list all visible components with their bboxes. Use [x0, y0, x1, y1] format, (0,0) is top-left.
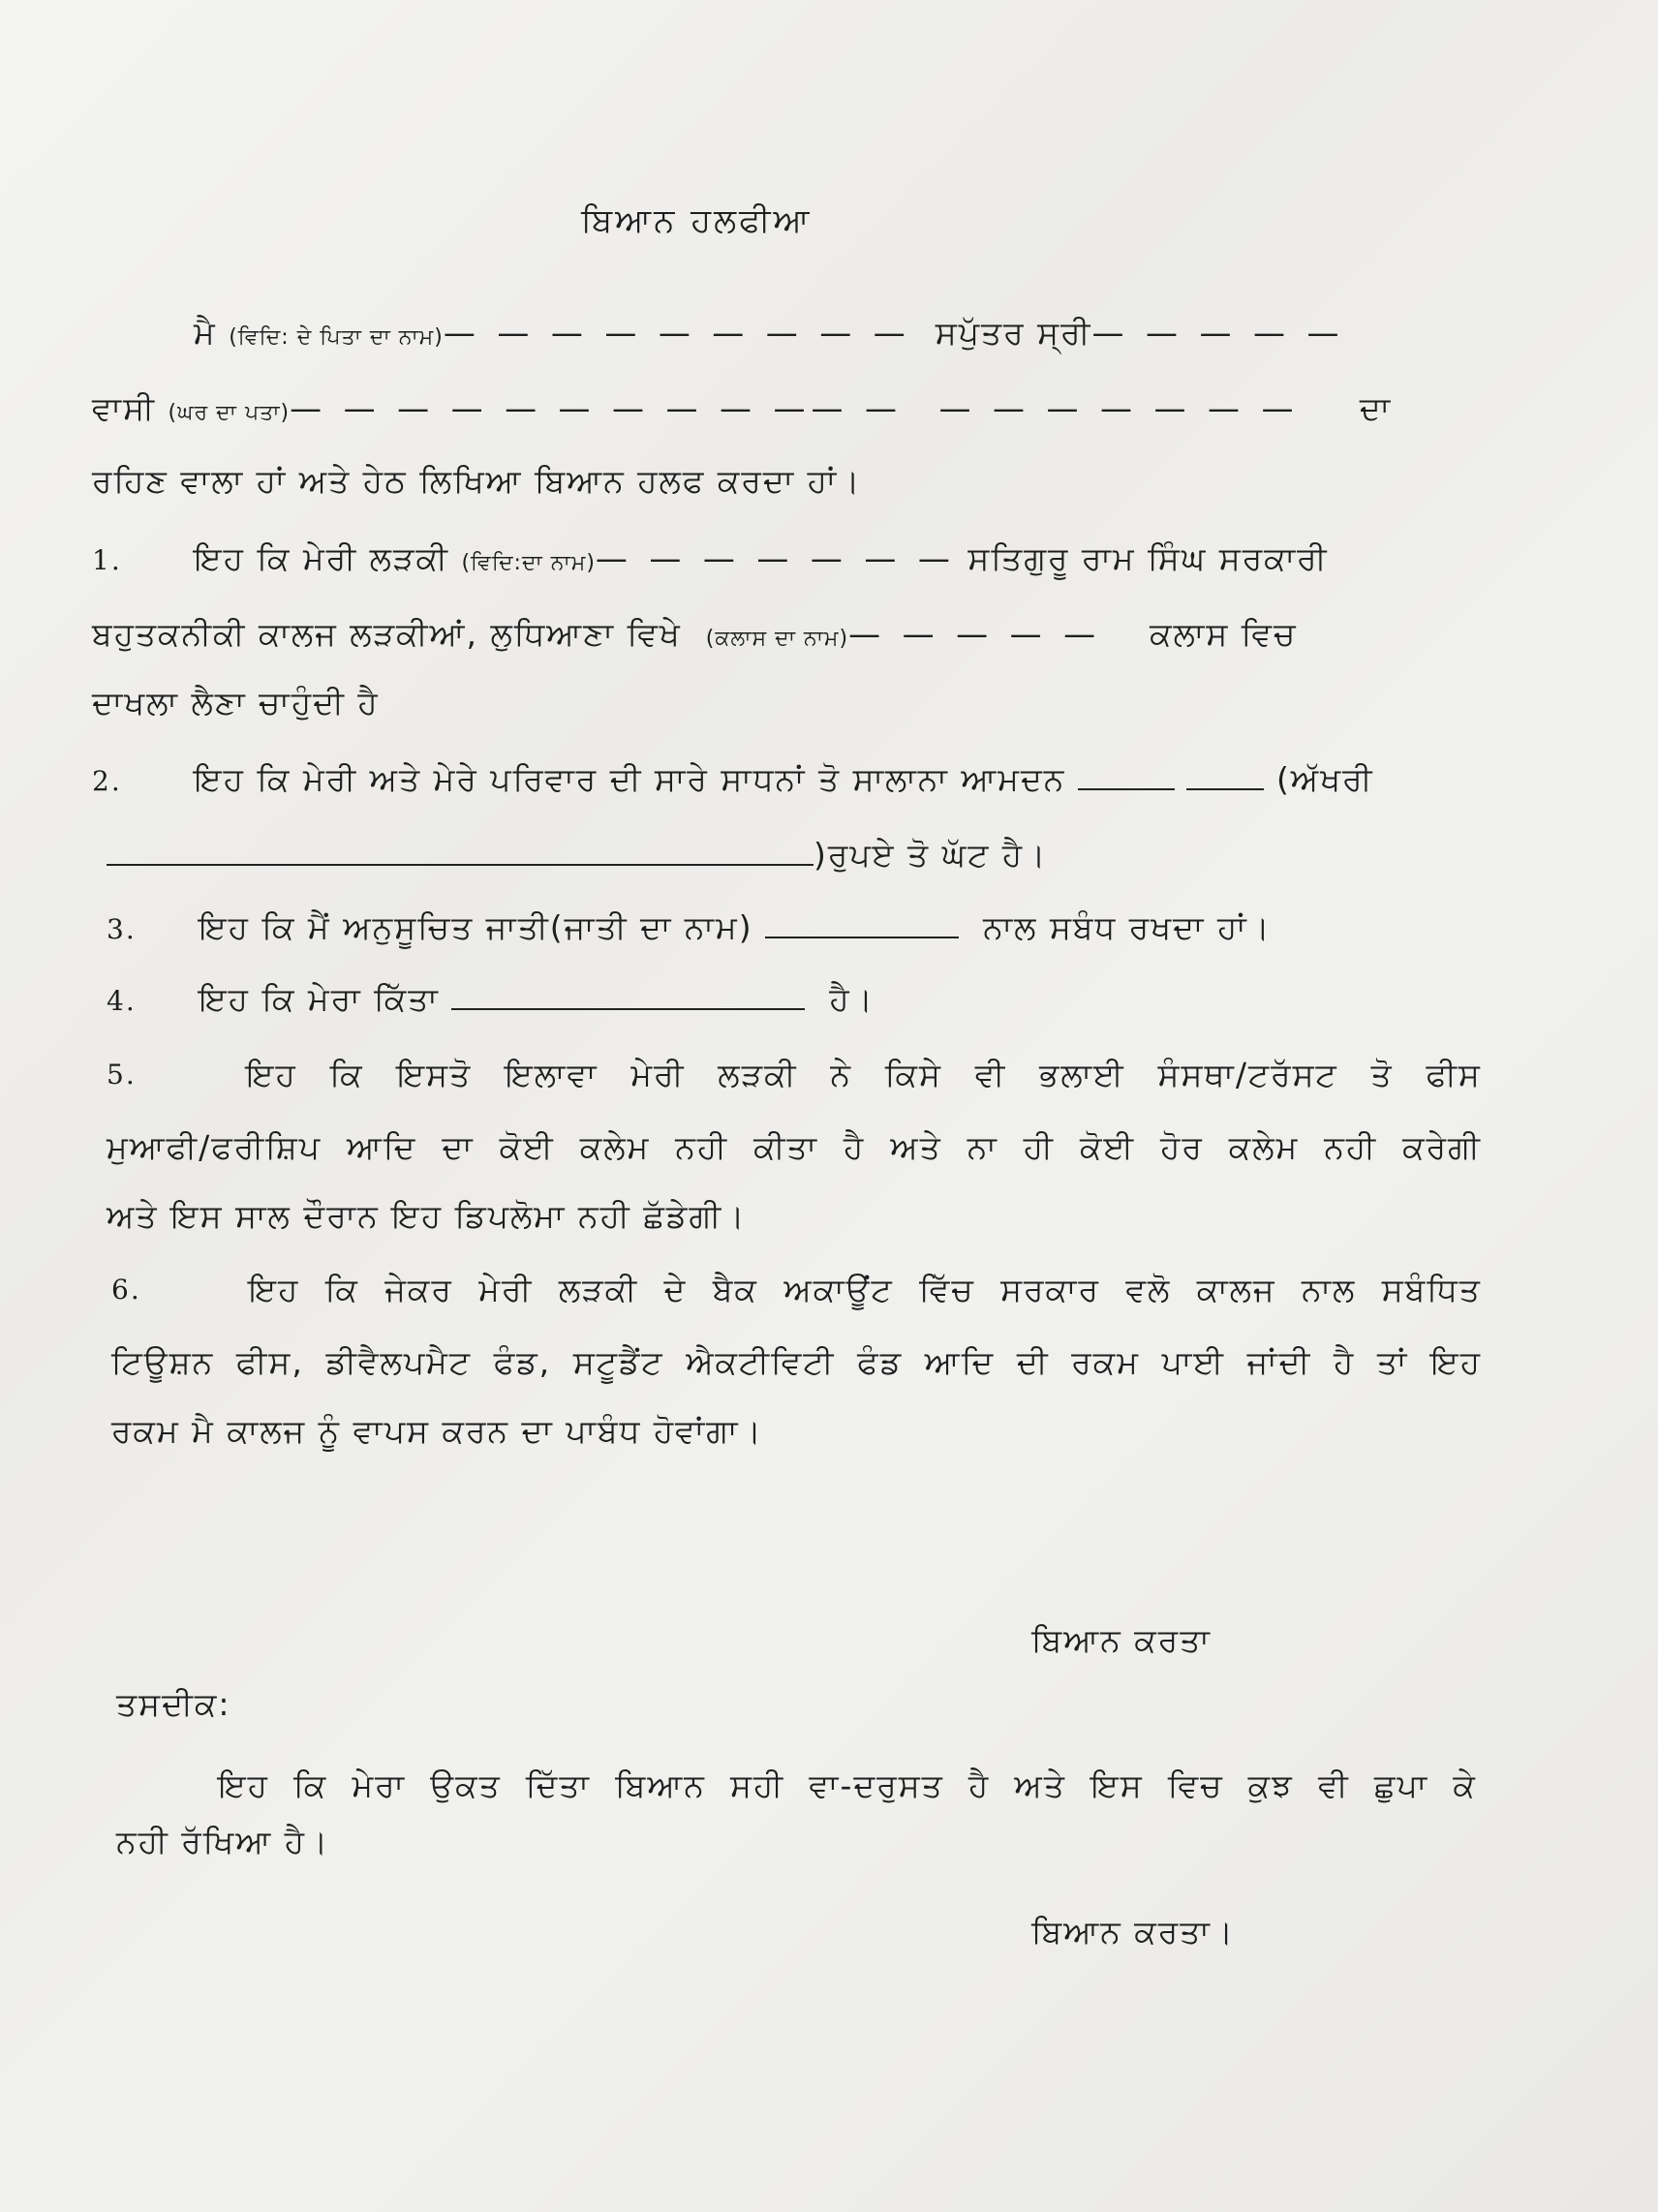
- word: ਇਸ: [1090, 1767, 1144, 1804]
- word: ਕਾਲਜ: [1196, 1271, 1276, 1308]
- word: ਤੋ: [1370, 1056, 1394, 1093]
- hint-address: (ਘਰ ਦਾ ਪਤਾ): [168, 401, 291, 425]
- word: ਜੇਕਰ: [384, 1271, 453, 1308]
- word: ਕਿ: [324, 1271, 359, 1308]
- word: ਫੰਡ: [857, 1343, 904, 1381]
- word: ਹੀ: [1023, 1128, 1055, 1166]
- word: ਕੀਤਾ: [753, 1128, 819, 1166]
- item-text: ਇਹ ਕਿ ਮੈਂ ਅਨੁਸੂਚਿਤ ਜਾਤੀ(ਜਾਤੀ ਦਾ ਨਾਮ): [199, 908, 753, 946]
- blank-address-a: — — — — — — — — — —— —: [290, 389, 904, 427]
- hint-student-name: (ਵਿਦਿ:ਦਾ ਨਾਮ): [461, 551, 596, 575]
- blank-father-name: — — — — — — — — —: [443, 314, 911, 352]
- verification-label: ਤਸਦੀਕ:: [116, 1685, 231, 1723]
- hint-class-name: (ਕਲਾਸ ਦਾ ਨਾਮ): [705, 627, 849, 651]
- signature-deponent: ਬਿਆਨ ਕਰਤਾ: [1031, 1621, 1212, 1659]
- word: ਮੇਰੀ: [478, 1271, 534, 1308]
- blank-income-figure-a: [1078, 761, 1175, 790]
- word: ਕਲੇਮ: [579, 1128, 651, 1166]
- item-text: ਇਹ ਕਿ ਮੇਰੀ ਅਤੇ ਮੇਰੇ ਪਰਿਵਾਰ ਦੀ ਸਾਰੇ ਸਾਧਨਾਂ ਤੋ ਸਾਲਾਨਾ ਆਮਦਨ: [194, 760, 1066, 798]
- verification-line-1: [218, 1765, 1622, 1807]
- word: ਕਰੇਗੀ: [1402, 1128, 1482, 1166]
- word: ਕਲੇਮ: [1228, 1128, 1300, 1166]
- word: ਅਕਾਊਂਟ: [783, 1271, 894, 1308]
- word: ਫੰਡ,: [493, 1343, 552, 1381]
- word: ਸਟੂਡੈਂਟ: [572, 1343, 664, 1381]
- word: ਹੋਰ: [1160, 1128, 1204, 1166]
- word: ਕੋਈ: [1079, 1128, 1136, 1166]
- item-number: 1.: [92, 544, 122, 576]
- word: ਨਹੀ: [675, 1128, 729, 1166]
- word: ਸਹੀ: [730, 1767, 785, 1804]
- word: ਛੁਪਾ: [1373, 1767, 1429, 1804]
- declarant-line: [194, 312, 1496, 359]
- item-text: ਬਹੁਤਕਨੀਕੀ ਕਾਲਜ ਲੜਕੀਆਂ, ਲੁਧਿਆਣਾ ਵਿਖੇ: [92, 615, 682, 653]
- word: ਵੀ: [974, 1056, 1007, 1093]
- word: ਮੇਰਾ: [352, 1767, 407, 1804]
- item-text: ਇਹ ਕਿ ਮੇਰਾ ਕਿੱਤਾ: [199, 980, 440, 1018]
- item-text: ਨਾਲ ਸਬੰਧ ਰਖਦਾ ਹਾਂ।: [983, 908, 1272, 946]
- word: ਟਿਊਸ਼ਨ: [111, 1343, 215, 1381]
- item-text: ਸਤਿਗੁਰੂ ਰਾਮ ਸਿੰਘ ਸਰਕਾਰੀ: [967, 539, 1329, 577]
- item-text: )ਰੁਪਏ ਤੋ ਘੱਟ ਹੈ।: [814, 836, 1048, 874]
- word: ਹੈ: [1333, 1343, 1356, 1381]
- item-2-line-2: [107, 834, 1511, 876]
- signature-deponent-final: ਬਿਆਨ ਕਰਤਾ।: [1031, 1913, 1236, 1951]
- blank-caste-name: [765, 909, 959, 938]
- word: ਅਤੇ: [890, 1128, 942, 1166]
- item-6-line-3: ਰਕਮ ਮੈ ਕਾਲਜ ਨੂੰ ਵਾਪਸ ਕਰਨ ਦਾ ਪਾਬੰਧ ਹੋਵਾਂਗਾ।: [111, 1412, 763, 1450]
- word: ਬਿਆਨ: [615, 1767, 706, 1804]
- item-5-line-2: [107, 1126, 1511, 1169]
- item-text: ਹੈ।: [829, 980, 875, 1018]
- word: ਲੜਕੀ: [558, 1271, 639, 1308]
- word: ਨਹੀ: [1324, 1128, 1378, 1166]
- word: ਬੈਕ: [712, 1271, 758, 1308]
- item-2-line-1: [92, 758, 1496, 803]
- item-1-line-1: [92, 538, 1496, 585]
- text-son-of: ਸਪੁੱਤਰ ਸ੍ਰੀ: [935, 314, 1092, 352]
- word: ਸਬੰਧਿਤ: [1381, 1271, 1482, 1308]
- item-number: 3.: [107, 913, 137, 945]
- word: ਕੋਈ: [499, 1128, 555, 1166]
- hint-father-name: (ਵਿਦਿ: ਦੇ ਪਿਤਾ ਦਾ ਨਾਮ): [229, 325, 444, 350]
- word: ਇਲਾਵਾ: [505, 1056, 599, 1093]
- item-5-line-1: [107, 1054, 1511, 1096]
- word: ਡੀਵੈਲਪਮੈਟ: [325, 1343, 473, 1381]
- word: ਵਿੱਚ: [919, 1271, 975, 1308]
- item-text: (ਅੱਖਰੀ: [1275, 760, 1374, 798]
- text-resident: ਵਾਸੀ: [92, 389, 157, 427]
- word: ਤਾਂ: [1376, 1343, 1409, 1381]
- word: ਲੜਕੀ: [718, 1056, 798, 1093]
- item-5-line-3: ਅਤੇ ਇਸ ਸਾਲ ਦੌਰਾਨ ਇਹ ਡਿਪਲੋਮਾ ਨਹੀ ਛੱਡੇਗੀ।: [107, 1197, 747, 1235]
- item-6-line-2: [111, 1341, 1516, 1384]
- item-number: 4.: [107, 985, 137, 1017]
- item-1-line-3: ਦਾਖਲਾ ਲੈਣਾ ਚਾਹੁੰਦੀ ਹੈ: [92, 684, 380, 722]
- word: ਐਕਟੀਵਿਟੀ: [686, 1343, 836, 1381]
- word: ਸਰਕਾਰ: [1000, 1271, 1100, 1308]
- word: ਇਹ: [248, 1271, 300, 1308]
- word: ਦਿੱਤਾ: [525, 1767, 591, 1804]
- word: ਕਿ: [329, 1056, 364, 1093]
- word: ਵਾ-ਦਰੁਸਤ: [809, 1767, 944, 1804]
- document-title: ਬਿਆਨ ਹਲਫੀਆ: [581, 201, 813, 240]
- word: ਆਦਿ: [347, 1128, 417, 1166]
- blank-income-figure-b: [1186, 761, 1264, 790]
- oath-line: ਰਹਿਣ ਵਾਲਾ ਹਾਂ ਅਤੇ ਹੇਠ ਲਿਖਿਆ ਬਿਆਨ ਹਲਫ ਕਰਦਾ ਹਾਂ।: [92, 462, 862, 500]
- word: ਰਕਮ: [1071, 1343, 1140, 1381]
- blank-student-name: — — — — — — —: [595, 539, 956, 577]
- word: ਮੁਆਫੀ/ਫਰੀਸ਼ਿਪ: [107, 1128, 322, 1166]
- item-text: ਕਲਾਸ ਵਿਚ: [1150, 615, 1298, 653]
- word: ਨਾ: [967, 1128, 998, 1166]
- word: ਇਸਤੋ: [396, 1056, 473, 1093]
- word: ਮੇਰੀ: [630, 1056, 686, 1093]
- text-of: ਦਾ: [1359, 389, 1393, 427]
- item-number: 2.: [92, 765, 122, 797]
- word: ਕਿ: [293, 1767, 328, 1804]
- word: ਹੈ: [967, 1767, 991, 1804]
- text-main: ਮੈ: [194, 314, 217, 352]
- blank-occupation: [451, 981, 805, 1010]
- word: ਇਹ: [218, 1767, 269, 1804]
- word: ਇਹ: [1430, 1343, 1482, 1381]
- word: ਹੈ: [844, 1128, 866, 1166]
- item-text: ਇਹ ਕਿ ਮੇਰੀ ਲੜਕੀ: [194, 539, 449, 577]
- blank-address-b: — — — — — — —: [938, 389, 1300, 427]
- word: ਵਲੋ: [1125, 1271, 1172, 1308]
- word: ਜਾਂਦੀ: [1246, 1343, 1312, 1381]
- word: ਫੀਸ,: [235, 1343, 304, 1381]
- word: ਪਾਈ: [1161, 1343, 1225, 1381]
- word: ਦੀ: [1016, 1343, 1050, 1381]
- item-number: 5.: [107, 1059, 137, 1091]
- word: ਸੰਸਥਾ/ਟਰੱਸਟ: [1157, 1056, 1338, 1093]
- word: ਅਤੇ: [1014, 1767, 1066, 1804]
- blank-grandfather-name: — — — — —: [1091, 314, 1345, 352]
- word: ਵੀ: [1318, 1767, 1350, 1804]
- blank-class-name: — — — — —: [848, 615, 1102, 653]
- address-line: [92, 387, 1496, 435]
- word: ਇਹ: [245, 1056, 297, 1093]
- word: ਨਾਲ: [1301, 1271, 1357, 1308]
- item-1-line-2: [92, 613, 1496, 661]
- word: ਕਿਸੇ: [884, 1056, 942, 1093]
- verification-line-2: ਨਹੀ ਰੱਖਿਆ ਹੈ।: [116, 1823, 330, 1860]
- word: ਦੇ: [663, 1271, 688, 1308]
- word: ਨੇ: [830, 1056, 853, 1093]
- word: ਫੀਸ: [1426, 1056, 1482, 1093]
- word: ਉਕਤ: [430, 1767, 502, 1804]
- word: ਆਦਿ: [924, 1343, 996, 1381]
- blank-income-words: [107, 837, 814, 866]
- word: ਕੇ: [1453, 1767, 1477, 1804]
- word: ਭਲਾਈ: [1039, 1056, 1125, 1093]
- item-6-line-1: [111, 1269, 1516, 1311]
- item-number: 6.: [111, 1274, 141, 1306]
- word: ਦਾ: [442, 1128, 475, 1166]
- word: ਕੁਝ: [1247, 1767, 1294, 1804]
- word: ਵਿਚ: [1167, 1767, 1224, 1804]
- item-4-line: [107, 978, 1511, 1023]
- item-3-line: [107, 906, 1511, 951]
